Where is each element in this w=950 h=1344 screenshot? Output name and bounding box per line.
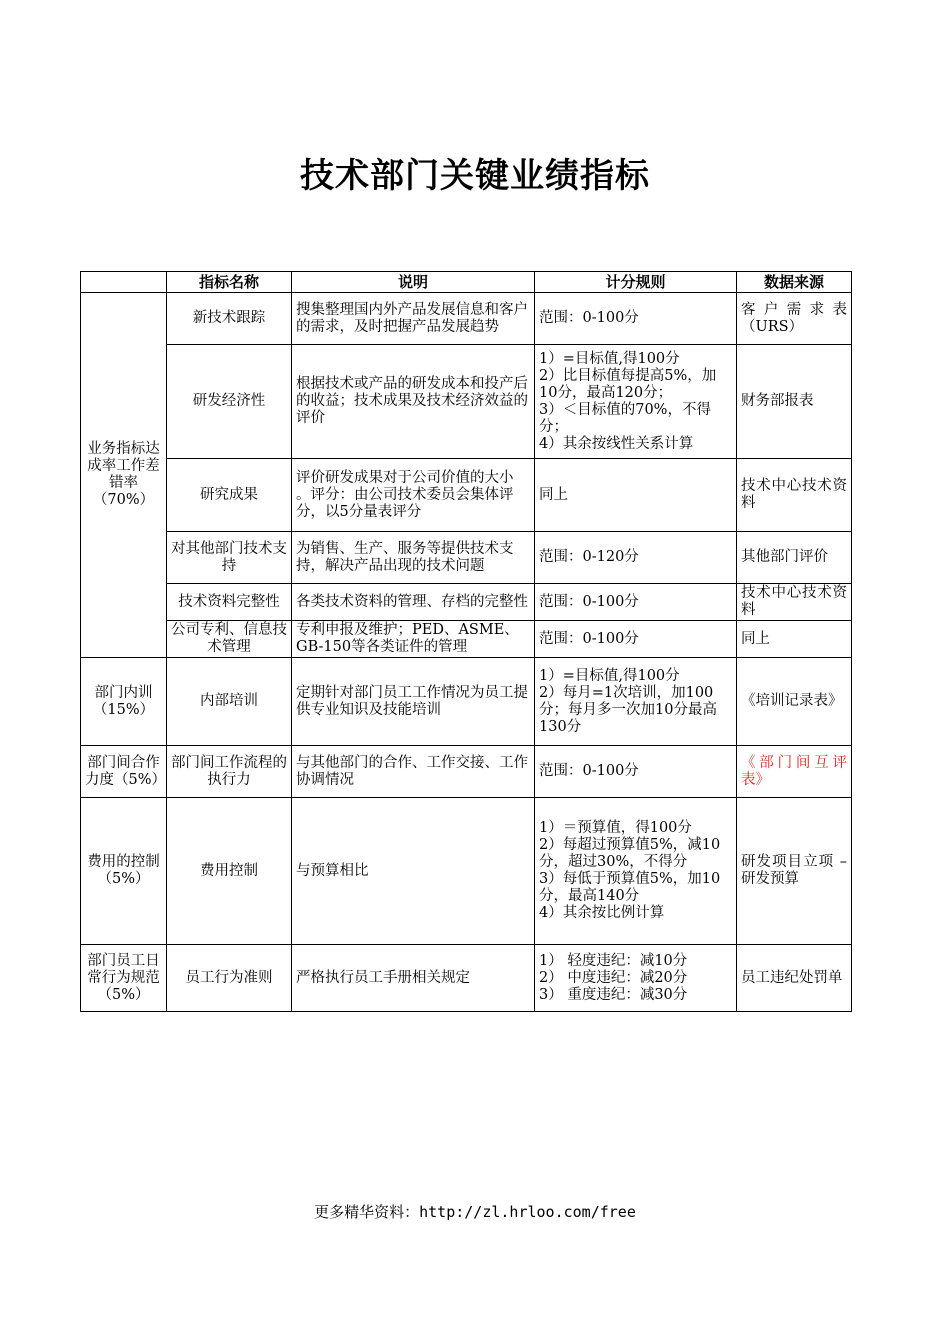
rule-line: 同上 — [539, 486, 568, 503]
indicator-name: 技术资料完整性 — [167, 584, 292, 621]
scoring-rule — [535, 584, 737, 621]
header-data-source: 数据来源 — [737, 272, 852, 293]
rule-line: 2）每超过预算值5%，减10分，超过30%，不得分 — [539, 837, 721, 870]
data-source: 其他部门评价 — [737, 532, 852, 584]
table-row — [81, 798, 852, 945]
data-source-highlighted: 《部门间互评表》 — [737, 746, 852, 798]
indicator-description: 根据技术或产品的研发成本和投产后的收益；技术成果及技术经济效益的评价 — [292, 345, 535, 459]
category-cell: 部门员工日常行为规范（5%） — [81, 945, 167, 1012]
indicator-description: 各类技术资料的管理、存档的完整性 — [292, 584, 535, 621]
table-row — [81, 658, 852, 746]
scoring-rule — [535, 798, 737, 945]
indicator-description: 评价研发成果对于公司价值的大小 。评分：由公司技术委员会集体评分，以5分量表评分 — [292, 459, 535, 532]
scoring-rule — [535, 658, 737, 746]
indicator-name: 公司专利、信息技术管理 — [167, 621, 292, 658]
indicator-name: 新技术跟踪 — [167, 293, 292, 345]
header-description: 说明 — [292, 272, 535, 293]
table-row — [81, 746, 852, 798]
rule-line: 2） 中度违纪：减20分 — [539, 969, 688, 986]
table-row — [81, 945, 852, 1012]
scoring-rule — [535, 746, 737, 798]
table-row — [81, 459, 852, 532]
rule-line: 3）＜目标值的70%，不得分； — [539, 401, 711, 435]
indicator-description: 严格执行员工手册相关规定 — [292, 945, 535, 1012]
category-cell: 部门内训（15%） — [81, 658, 167, 746]
header-indicator-name: 指标名称 — [167, 272, 292, 293]
rule-line: 范围：0-100分 — [539, 310, 639, 326]
table-row — [81, 621, 852, 658]
rule-line: 1） 轻度违纪：减10分 — [539, 952, 688, 969]
indicator-description: 与其他部门的合作、工作交接、工作协调情况 — [292, 746, 535, 798]
data-source: 同上 — [737, 621, 852, 658]
scoring-rule — [535, 945, 737, 1012]
indicator-name: 费用控制 — [167, 798, 292, 945]
data-source: 员工违纪处罚单 — [737, 945, 852, 1012]
indicator-name: 部门间工作流程的执行力 — [167, 746, 292, 798]
indicator-description: 定期针对部门员工工作情况为员工提供专业知识及技能培训 — [292, 658, 535, 746]
rule-line: 2）每月=1次培训，加100分；每月多一次加10分最高130分 — [539, 684, 717, 735]
rule-line: 4）其余按比例计算 — [539, 905, 665, 921]
scoring-rule — [535, 293, 737, 345]
indicator-name: 员工行为准则 — [167, 945, 292, 1012]
kpi-table — [80, 271, 852, 1012]
rule-line: 1）＝预算值，得100分 — [539, 820, 692, 836]
data-source: 研发项目立项 –研发预算 — [737, 798, 852, 945]
indicator-description: 为销售、生产、服务等提供技术支持，解决产品出现的技术问题 — [292, 532, 535, 584]
footer-link-text: 更多精华资料：http://zl.hrloo.com/free — [314, 1203, 636, 1221]
data-source: 财务部报表 — [737, 345, 852, 459]
scoring-rule — [535, 532, 737, 584]
scoring-rule — [535, 621, 737, 658]
rule-line: 范围：0-100分 — [539, 593, 639, 610]
table-header-row — [81, 272, 852, 293]
rule-line: 1）=目标值,得100分 — [539, 667, 680, 684]
category-cell: 部门间合作力度（5%） — [81, 746, 167, 798]
scoring-rule — [535, 345, 737, 459]
indicator-description: 专利申报及维护；PED、ASME、GB-150等各类证件的管理 — [292, 621, 535, 658]
rule-line: 3）每低于预算值5%，加10分，最高140分 — [539, 871, 721, 904]
indicator-name: 对其他部门技术支持 — [167, 532, 292, 584]
rule-line: 范围：0-120分 — [539, 549, 639, 565]
category-cell: 业务指标达成率工作差错率（70%） — [81, 293, 167, 658]
rule-line: 4）其余按线性关系计算 — [539, 435, 694, 452]
indicator-name: 研究成果 — [167, 459, 292, 532]
indicator-description: 与预算相比 — [292, 798, 535, 945]
data-source: 《培训记录表》 — [737, 658, 852, 746]
data-source: 技术中心技术资料 — [737, 584, 852, 621]
rule-line: 1）=目标值,得100分 — [539, 350, 680, 367]
rule-line: 3） 重度违纪：减30分 — [539, 986, 688, 1003]
indicator-name: 研发经济性 — [167, 345, 292, 459]
header-scoring-rule: 计分规则 — [535, 272, 737, 293]
data-source: 技术中心技术资料 — [737, 459, 852, 532]
rule-line: 2）比目标值每提高5%，加10分，最高120分； — [539, 367, 717, 401]
rule-line: 范围：0-100分 — [539, 763, 639, 779]
rule-line: 范围：0-100分 — [539, 630, 639, 647]
data-source: 客户需求表（URS） — [737, 293, 852, 345]
indicator-description: 搜集整理国内外产品发展信息和客户的需求，及时把握产品发展趋势 — [292, 293, 535, 345]
page-title: 技术部门关键业绩指标 — [300, 156, 650, 196]
table-row — [81, 293, 852, 345]
indicator-name: 内部培训 — [167, 658, 292, 746]
scoring-rule — [535, 459, 737, 532]
table-row — [81, 345, 852, 459]
table-row — [81, 532, 852, 584]
header-category — [81, 272, 167, 293]
table-row — [81, 584, 852, 621]
category-cell: 费用的控制（5%） — [81, 798, 167, 945]
